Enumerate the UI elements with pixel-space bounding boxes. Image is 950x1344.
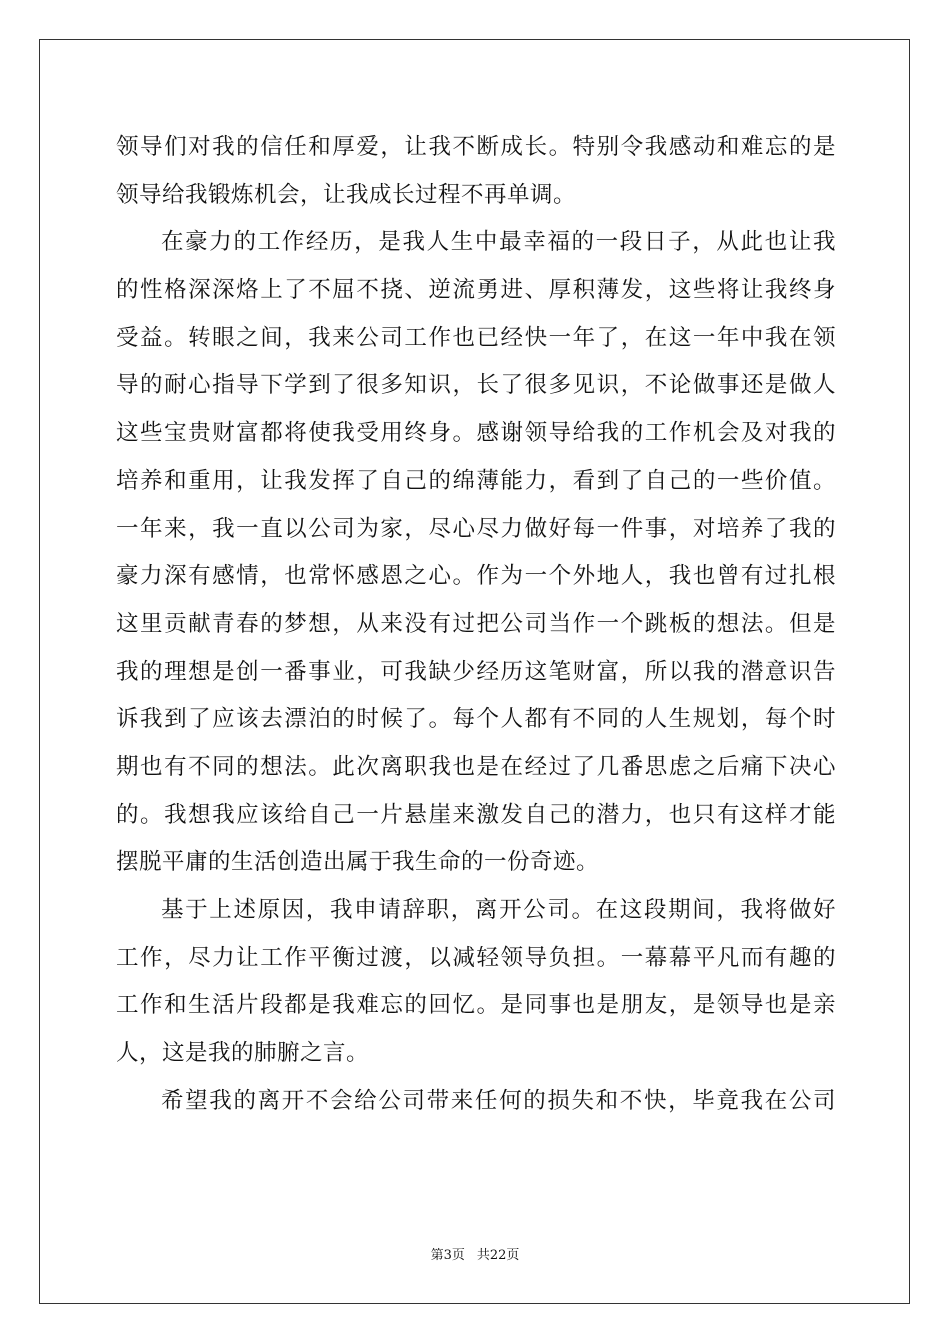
text-line: 我的理想是创一番事业，可我缺少经历这笔财富，所以我的潜意识告: [116, 658, 836, 685]
text-line: 受益。转眼之间，我来公司工作也已经快一年了，在这一年中我在领: [116, 324, 836, 351]
text-line: 人，这是我的肺腑之言。: [116, 1040, 370, 1067]
text-line: 希望我的离开不会给公司带来任何的损失和不快，毕竟我在公司: [161, 1087, 836, 1114]
text-line: 这里贡献青春的梦想，从来没有过把公司当作一个跳板的想法。但是: [116, 610, 836, 637]
text-line: 导的耐心指导下学到了很多知识，长了很多见识，不论做事还是做人: [116, 372, 836, 399]
text-line: 工作和生活片段都是我难忘的回忆。是同事也是朋友，是领导也是亲: [116, 992, 836, 1019]
text-line: 在豪力的工作经历，是我人生中最幸福的一段日子，从此也让我: [161, 229, 836, 256]
text-line: 摆脱平庸的生活创造出属于我生命的一份奇迹。: [116, 849, 600, 876]
text-line: 基于上述原因，我申请辞职，离开公司。在这段期间，我将做好: [161, 897, 836, 923]
text-line: 工作，尽力让工作平衡过渡，以减轻领导负担。一幕幕平凡而有趣的: [116, 944, 836, 971]
text-line: 期也有不同的想法。此次离职我也是在经过了几番思虑之后痛下决心: [116, 753, 836, 780]
text-line: 培养和重用，让我发挥了自己的绵薄能力，看到了自己的一些价值。: [116, 467, 836, 494]
text-line: 豪力深有感情，也常怀感恩之心。作为一个外地人，我也曾有过扎根: [116, 563, 836, 590]
text-line: 的性格深深烙上了不屈不挠、逆流勇进、厚积薄发，这些将让我终身: [116, 277, 836, 304]
text-line: 诉我到了应该去漂泊的时候了。每个人都有不同的人生规划，每个时: [116, 706, 836, 733]
document-body: [116, 124, 836, 1125]
text-line: 一年来，我一直以公司为家，尽心尽力做好每一件事，对培养了我的: [116, 515, 836, 542]
text-line: 这些宝贵财富都将使我受用终身。感谢领导给我的工作机会及对我的: [116, 420, 836, 447]
page-total: 共22页: [476, 1248, 520, 1263]
page-number: 第3页: [430, 1248, 465, 1263]
page-footer: [0, 1248, 950, 1264]
text-line: 领导们对我的信任和厚爱，让我不断成长。特别令我感动和难忘的是: [116, 134, 836, 160]
text-line: 领导给我锻炼机会，让我成长过程不再单调。: [116, 181, 577, 208]
text-line: 的。我想我应该给自己一片悬崖来激发自己的潜力，也只有这样才能: [116, 801, 836, 828]
